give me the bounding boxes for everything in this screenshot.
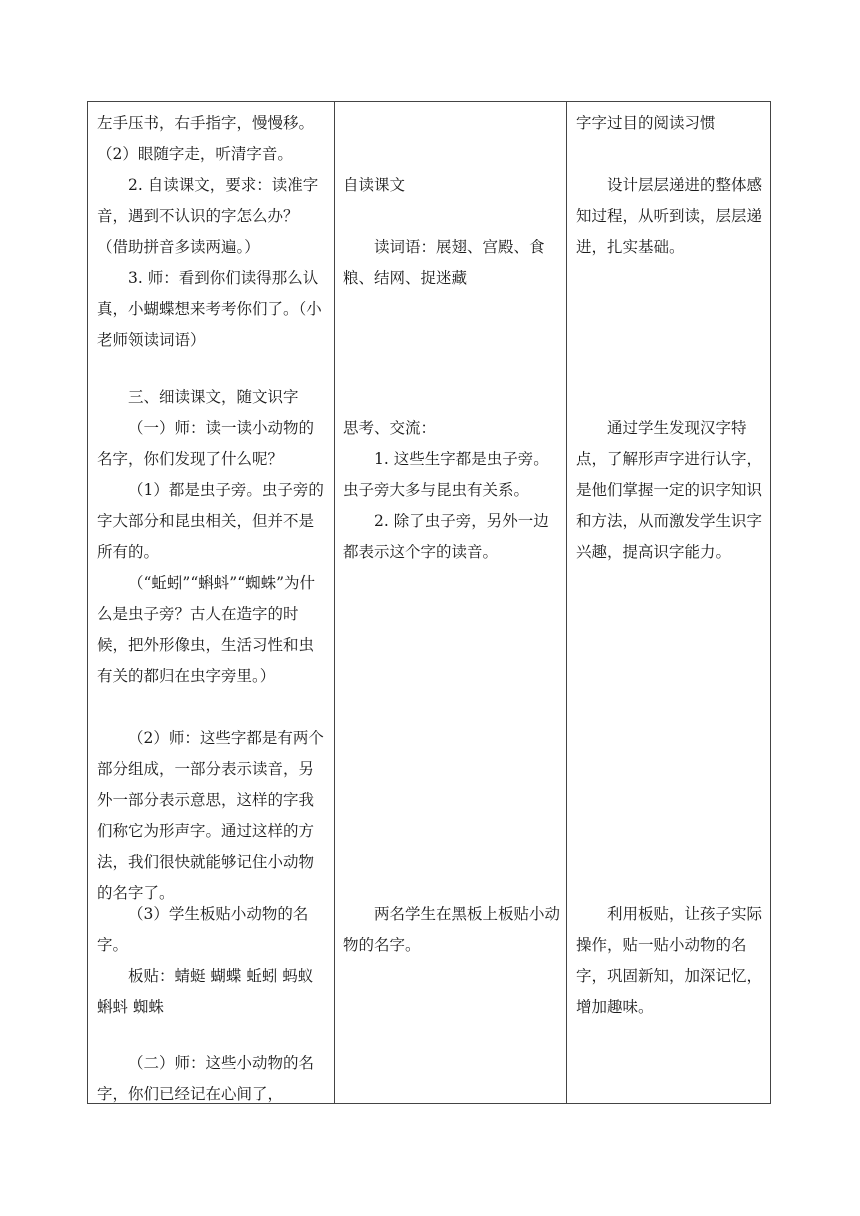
paragraph: 左手压书，右手指字，慢慢移。（2）眼随字走，听清字音。 xyxy=(97,114,315,163)
paragraph: （二）师：这些小动物的名字，你们已经记在心间了， xyxy=(97,1054,315,1103)
paragraph: 思考、交流： xyxy=(343,419,437,437)
paragraph: 设计层层递进的整体感知过程，从听到读，层层递进，扎实基础。 xyxy=(576,176,763,256)
design-intent-column xyxy=(567,102,770,1103)
paragraph: （一）师：读一读小动物的名字，你们发现了什么呢？ xyxy=(97,419,315,468)
paragraph: 1. 这些生字都是虫子旁。虫子旁大多与昆虫有关系。 xyxy=(343,450,549,499)
lesson-plan-table xyxy=(87,101,771,1104)
paragraph: （“蚯蚓”“蝌蚪”“蜘蛛”为什么是虫子旁？古人在造字的时候，把外形像虫，生活习性和虫有关的都归在虫字旁里。） xyxy=(97,574,316,685)
paragraph: 两名学生在黑板上板贴小动物的名字。 xyxy=(343,905,561,954)
paragraph: 2. 除了虫子旁，另外一边都表示这个字的读音。 xyxy=(343,512,549,561)
paragraph: 2. 自读课文，要求：读准字音，遇到不认识的字怎么办？（借助拼音多读两遍。） xyxy=(97,176,319,256)
paragraph: 利用板贴，让孩子实际操作，贴一贴小动物的名字，巩固新知，加深记忆，增加趣味。 xyxy=(576,905,763,1016)
teaching-process-column xyxy=(88,102,335,1103)
paragraph: 3. 师：看到你们读得那么认真，小蝴蝶想来考考你们了。（小老师领读词语） xyxy=(97,269,322,349)
paragraph: 字字过目的阅读习惯 xyxy=(576,114,716,132)
paragraph: 板贴：蜻蜓 蝴蝶 蚯蚓 蚂蚁 蝌蚪 蜘蛛 xyxy=(97,967,314,1016)
paragraph: （1）都是虫子旁。虫子旁的字大部分和昆虫相关，但并不是所有的。 xyxy=(97,481,324,561)
paragraph: （2）师：这些字都是有两个部分组成，一部分表示读音，另外一部分表示意思，这样的字我们称它为形声字。通过这样的方法，我们很快就能够记住小动物的名字了。 xyxy=(97,729,324,902)
paragraph: 通过学生发现汉字特点，了解形声字进行认字，是他们掌握一定的识字知识和方法，从而激发学生识字兴趣，提高识字能力。 xyxy=(576,419,763,561)
paragraph: （3）学生板贴小动物的名字。 xyxy=(97,905,309,954)
paragraph: 读词语：展翅、宫殿、食粮、结网、捉迷藏 xyxy=(343,238,545,287)
paragraph: 自读课文 xyxy=(343,176,406,194)
student-activity-column xyxy=(335,102,567,1103)
section-heading: 三、细读课文，随文识字 xyxy=(128,388,299,406)
